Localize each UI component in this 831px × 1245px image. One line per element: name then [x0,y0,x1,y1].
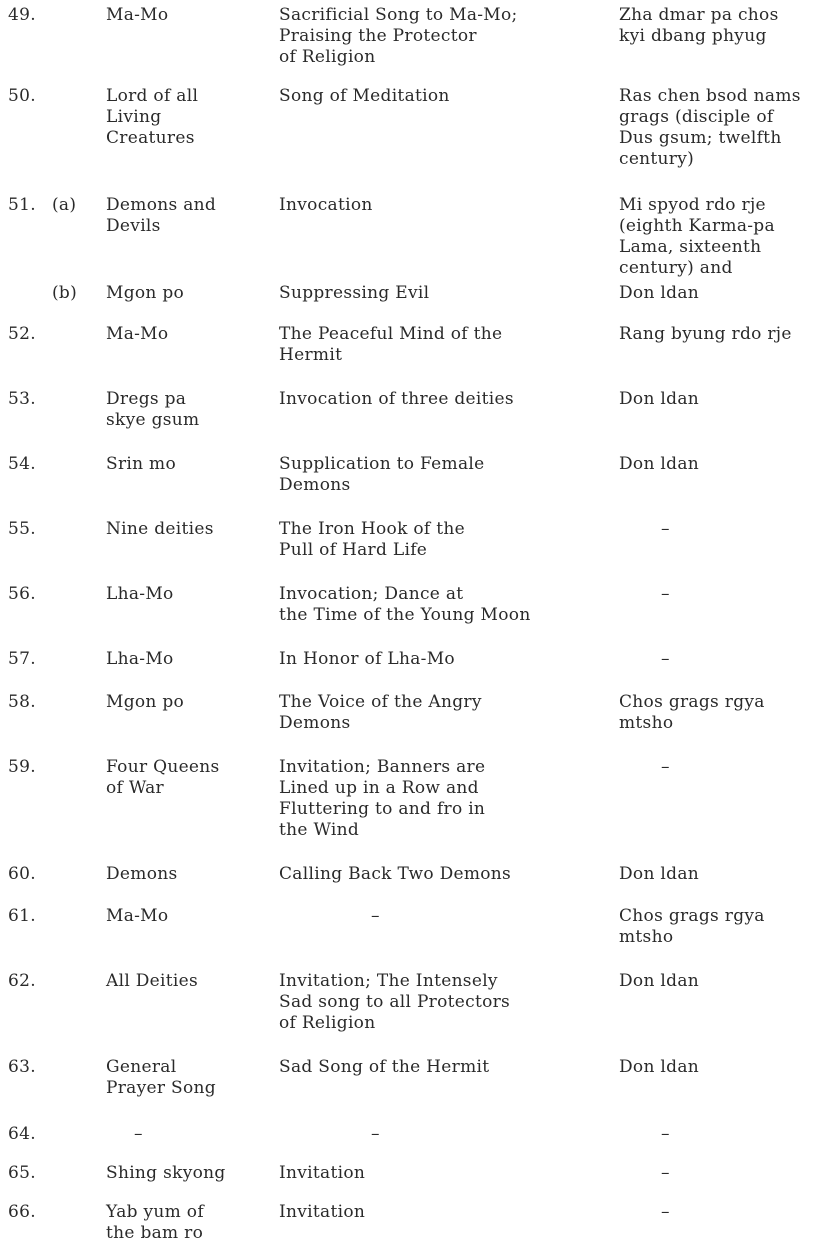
entry-number: 49. [8,5,36,25]
entry-title: Invocation; Dance at the Time of the Young Moon [279,584,531,625]
entry-number: 60. [8,864,36,884]
entry-title: Sacrificial Song to Ma-Mo; Praising the Protector of Religion [279,5,518,67]
entry-title: In Honor of Lha-Mo [279,649,455,669]
entry-subletter: (b) [52,283,78,303]
entry-number: 59. [8,757,36,777]
entry-number: 50. [8,86,36,106]
entry-author: Chos grags rgya mtsho [619,692,765,733]
entry-deity: Ma-Mo [106,5,169,25]
entry-author: Don ldan [619,864,700,884]
entry-author: – [661,649,670,669]
entry-author: Zha dmar pa chos kyi dbang phyug [619,5,779,46]
entry-number: 62. [8,971,36,991]
entry-number: 54. [8,454,36,474]
entry-title: Invitation; The Intensely Sad song to all Protectors of Religion [279,971,511,1033]
entry-deity: Demons [106,864,178,884]
entry-number: 56. [8,584,36,604]
entry-title: Invocation [279,195,373,215]
entry-author: – [661,1124,670,1144]
entry-deity: All Deities [106,971,199,991]
entry-number: 61. [8,906,36,926]
entry-deity: Dregs pa skye gsum [106,389,200,430]
entry-title: The Peaceful Mind of the Hermit [279,324,503,365]
entry-author: Don ldan [619,971,700,991]
entry-number: 51. [8,195,36,215]
entry-deity: Demons and Devils [106,195,217,236]
entry-number: 52. [8,324,36,344]
entry-deity: Lha-Mo [106,649,174,669]
entry-deity: Shing skyong [106,1163,226,1183]
entry-number: 55. [8,519,36,539]
entry-number: 65. [8,1163,36,1183]
entry-author: Don ldan [619,283,700,303]
entry-title: Song of Meditation [279,86,450,106]
entry-title: Calling Back Two Demons [279,864,512,884]
entry-title: – [371,1124,380,1144]
entry-deity: Lha-Mo [106,584,174,604]
entry-author: – [661,1163,670,1183]
entry-author: – [661,757,670,777]
entry-deity: Ma-Mo [106,906,169,926]
entry-author: Don ldan [619,1057,700,1077]
entry-deity: Ma-Mo [106,324,169,344]
entry-author: Mi spyod rdo rje (eighth Karma-pa Lama, sixteenth century) and [619,195,775,278]
entry-deity: Mgon po [106,692,185,712]
entry-title: Sad Song of the Hermit [279,1057,490,1077]
entry-number: 63. [8,1057,36,1077]
entry-deity: – [134,1124,143,1144]
entry-deity: General Prayer Song [106,1057,216,1098]
entry-author: – [661,584,670,604]
entry-title: The Voice of the Angry Demons [279,692,482,733]
entry-number: 57. [8,649,36,669]
entry-author: Ras chen bsod nams grags (disciple of Dus gsum; twelfth century) [619,86,801,169]
entry-author: – [661,519,670,539]
entry-author: Don ldan [619,454,700,474]
entry-deity: Nine deities [106,519,214,539]
entry-author: Don ldan [619,389,700,409]
entry-title: Invitation [279,1163,366,1183]
entry-number: 66. [8,1202,36,1222]
entry-deity: Mgon po [106,283,185,303]
entry-title: – [371,906,380,926]
entry-author: – [661,1202,670,1222]
entry-title: Invocation of three deities [279,389,514,409]
entry-subletter: (a) [52,195,77,215]
entry-number: 53. [8,389,36,409]
entry-number: 64. [8,1124,36,1144]
entry-title: Invitation; Banners are Lined up in a Row and Fluttering to and fro in the Wind [279,757,486,840]
entry-title: Suppressing Evil [279,283,430,303]
entry-title: Supplication to Female Demons [279,454,485,495]
entry-author: Rang byung rdo rje [619,324,792,344]
entry-title: The Iron Hook of the Pull of Hard Life [279,519,465,560]
entry-deity: Yab yum of the bam ro [106,1202,204,1243]
entry-deity: Lord of all Living Creatures [106,86,199,148]
entry-author: Chos grags rgya mtsho [619,906,765,947]
entry-deity: Srin mo [106,454,177,474]
entry-deity: Four Queens of War [106,757,220,798]
entry-number: 58. [8,692,36,712]
entry-title: Invitation [279,1202,366,1222]
